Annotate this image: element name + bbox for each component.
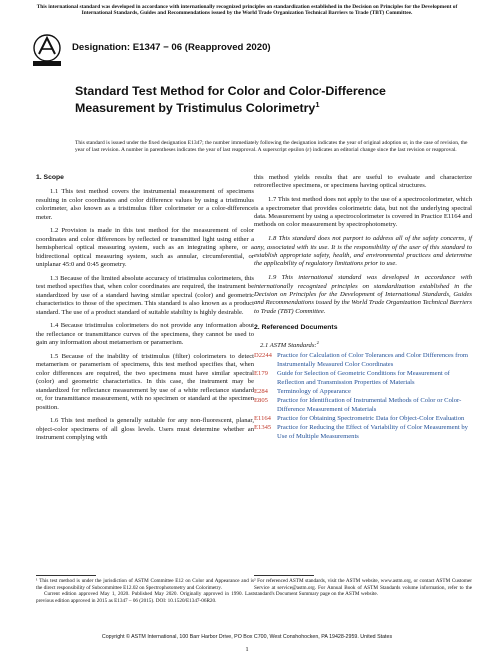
paragraph-1-9: 1.9 This international standard was developed in accordance with internationally recognized principles on standardization established in the Decision on Principles for the Development of International Standards, Guides and Recommendations issued by the World Trade Organization Technical Barriers to Trade (TBT) Committee. bbox=[254, 274, 472, 315]
footnote-1-jurisdiction: ¹ This test method is under the jurisdiction of ASTM Committee E12 on Color and Appearance and is the direct responsibility of Subcommittee E12.02 on Spectrophotometry and Colorimetry. bbox=[36, 578, 254, 591]
footnote-1-edition: Current edition approved May 1, 2020. Published May 2020. Originally approved in 1990. Last previous edition approved in 2015 as E1347 – 06 (2015). DOI: 10.1520/E1347-06R20. bbox=[36, 591, 254, 604]
title-text: Standard Test Method for Color and Color-Difference Measurement by Tristimulus Colorimetry bbox=[75, 84, 386, 116]
reference-title[interactable]: Practice for Reducing the Effect of Variability of Color Measurement by Use of Multiple Measurements bbox=[277, 424, 468, 440]
reference-title[interactable]: Guide for Selection of Geometric Conditions for Measurement of Reflection and Transmission Properties of Materials bbox=[277, 370, 450, 386]
reference-title[interactable]: Practice for Identification of Instrumental Methods of Color or Color-Difference Measurement of Materials bbox=[277, 397, 462, 413]
paragraph-1-1: 1.1 This test method covers the instrumental measurement of specimens resulting in color coordinates and color difference values by using a tristimulus colorimeter, also known as a tristimulus filter colorimeter or a color-difference meter. bbox=[36, 188, 254, 221]
document-title bbox=[75, 84, 455, 116]
top-notice: This international standard was developed in accordance with internationally recognized principles on standardization established in the Decision on Principles for the Development of International Standards, Guides and Recommendations issued by the World Trade Organization Technical Barriers to Trade (TBT) Committee. bbox=[36, 4, 458, 17]
right-column bbox=[254, 174, 472, 442]
reference-title[interactable]: Terminology of Appearance bbox=[277, 387, 351, 395]
paragraph-1-5: 1.5 Because of the inability of tristimulus (filter) colorimeters to detect metamerism or paramerism of specimens, this test method specifies that, when color differences are required, the two specimens must have similar spectral (color) and geometric characteristics. In this case, the instrument may be standardized for reflectance measurement by use of a white reflectance standard or, for transmittance measurement, with no specimen or standard at the specimen position. bbox=[36, 352, 254, 411]
reference-item[interactable] bbox=[254, 352, 472, 369]
reference-code[interactable]: D2244 bbox=[254, 352, 272, 360]
reference-item[interactable] bbox=[254, 397, 472, 414]
reference-item[interactable] bbox=[254, 388, 472, 396]
standard-note: This standard is issued under the fixed designation E1347; the number immediately following the designation indicates the year of original adoption or, in the case of revision, the year of last revision. A number in parentheses indicates the year of last reapproval. A superscript epsilon (ε) indicates an editorial change since the last revision or reapproval. bbox=[75, 140, 468, 153]
astm-standards-subheading bbox=[260, 339, 472, 351]
astm-international-logo bbox=[29, 32, 65, 68]
reference-code[interactable]: E1345 bbox=[254, 424, 272, 432]
reference-title[interactable]: Practice for Obtaining Spectrometric Data for Object-Color Evaluation bbox=[277, 414, 465, 422]
reference-item[interactable] bbox=[254, 415, 472, 423]
paragraph-1-6: 1.6 This test method is generally suitable for any non-fluorescent, planar, object-color specimens of all gloss levels. Users must determine whether an instrument complying with bbox=[36, 417, 254, 442]
reference-item[interactable] bbox=[254, 370, 472, 387]
referenced-documents-heading: 2. Referenced Documents bbox=[254, 324, 338, 332]
copyright-footer: Copyright © ASTM International, 100 Barr Harbor Drive, PO Box C700, West Conshohocken, PA 19428-2959. United States bbox=[101, 634, 393, 640]
scope-heading: 1. Scope bbox=[36, 174, 64, 181]
footnote-divider-right bbox=[254, 575, 314, 576]
designation: Designation: E1347 − 06 (Reapproved 2020) bbox=[72, 42, 271, 53]
astm-standards-label: 2.1 ASTM Standards: bbox=[260, 342, 317, 349]
astm-standards-mark: 2 bbox=[316, 339, 319, 345]
paragraph-1-6-cont: this method yields results that are useful to evaluate and characterize retroreflective specimens, or specimens having optical structures. bbox=[254, 174, 472, 190]
reference-title[interactable]: Practice for Calculation of Color Tolerances and Color Differences from Instrumentally Measured Color Coordinates bbox=[277, 352, 468, 368]
left-column bbox=[36, 174, 254, 448]
paragraph-1-7: 1.7 This test method does not apply to the use of a spectrocolorimeter, which is a spectrometer that provides colorimetric data, but not the underlying spectral data. Measurement by using a spectrocolorimeter is covered in Practice E1164 and methods on color measurement by spectrophotometry. bbox=[254, 196, 473, 229]
paragraph-1-3: 1.3 Because of the limited absolute accuracy of tristimulus colorimeters, this test method specifies that, when color coordinates are required, the instrument be standardized by use of a standard having similar spectral (color) and geometric characteristics to those of the specimen. This standard is also known as a product standard. The use of a product standard of suitable stability is highly desirable. bbox=[36, 274, 254, 316]
title-footnote-mark: 1 bbox=[315, 100, 320, 110]
reference-code[interactable]: E284 bbox=[254, 387, 268, 395]
footnote-2: ² For referenced ASTM standards, visit the ASTM website, www.astm.org, or contact ASTM Customer Service at service@astm.org. For Annual Book of ASTM Standards volume information, refer to the standard's Document Summary page on the ASTM website. bbox=[254, 578, 472, 598]
reference-code[interactable]: E805 bbox=[254, 397, 268, 405]
paragraph-1-4: 1.4 Because tristimulus colorimeters do not provide any information about the reflectance or transmittance curves of the specimens, they cannot be used to gain any information about metamerism or paramerism. bbox=[36, 322, 254, 347]
page-number: 1 bbox=[245, 646, 249, 653]
footnote-1 bbox=[36, 578, 254, 604]
reference-code[interactable]: E179 bbox=[254, 370, 268, 378]
paragraph-1-2: 1.2 Provision is made in this test method for the measurement of color coordinates and color differences by reflected or transmitted light using either a hemispherical optical measuring system, such as an integrating sphere, or a bidirectional optical measuring system, such as annular, circumferential, or uniplanar 45:0 and 0:45 geometry. bbox=[36, 227, 254, 269]
footnote-divider-left bbox=[36, 575, 96, 576]
reference-item[interactable] bbox=[254, 424, 472, 441]
paragraph-1-8: 1.8 This standard does not purport to address all of the safety concerns, if any, associated with its use. It is the responsibility of the user of this standard to establish appropriate safety, health, and environmental practices and determine the applicability of regulatory limitations prior to use. bbox=[254, 235, 472, 268]
reference-code[interactable]: E1164 bbox=[254, 414, 271, 422]
